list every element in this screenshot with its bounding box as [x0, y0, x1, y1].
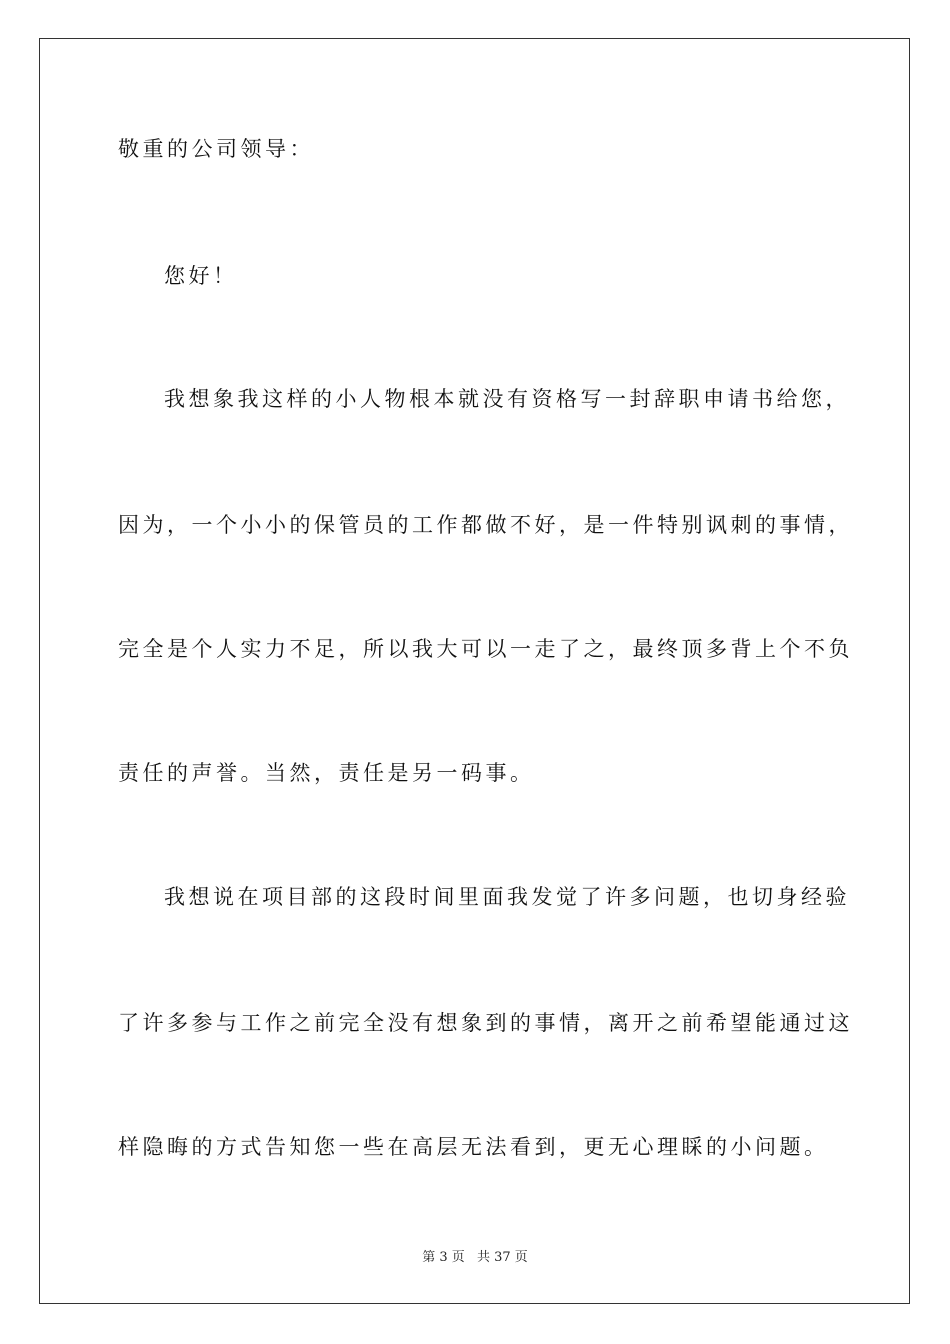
page-total: 共 37 页 [476, 1250, 528, 1265]
page-number: 第 3 页 [422, 1250, 465, 1265]
paragraph-line: 了许多参与工作之前完全没有想象到的事情，离开之前希望能通过这 [118, 1011, 853, 1035]
greeting: 您好！ [164, 264, 238, 288]
page-footer [0, 1246, 950, 1265]
paragraph-line: 我想说在项目部的这段时间里面我发觉了许多问题，也切身经验 [164, 885, 850, 909]
paragraph-line: 因为，一个小小的保管员的工作都做不好，是一件特别讽刺的事情， [118, 513, 853, 537]
paragraph-line: 样隐晦的方式告知您一些在高层无法看到，更无心理睬的小问题。 [118, 1135, 829, 1159]
paragraph-line: 完全是个人实力不足，所以我大可以一走了之，最终顶多背上个不负 [118, 637, 853, 661]
paragraph-line: 责任的声誉。当然，责任是另一码事。 [118, 761, 535, 785]
paragraph-line: 我想象我这样的小人物根本就没有资格写一封辞职申请书给您， [164, 387, 850, 411]
salutation: 敬重的公司领导： [118, 137, 314, 161]
page-frame [39, 38, 910, 1304]
